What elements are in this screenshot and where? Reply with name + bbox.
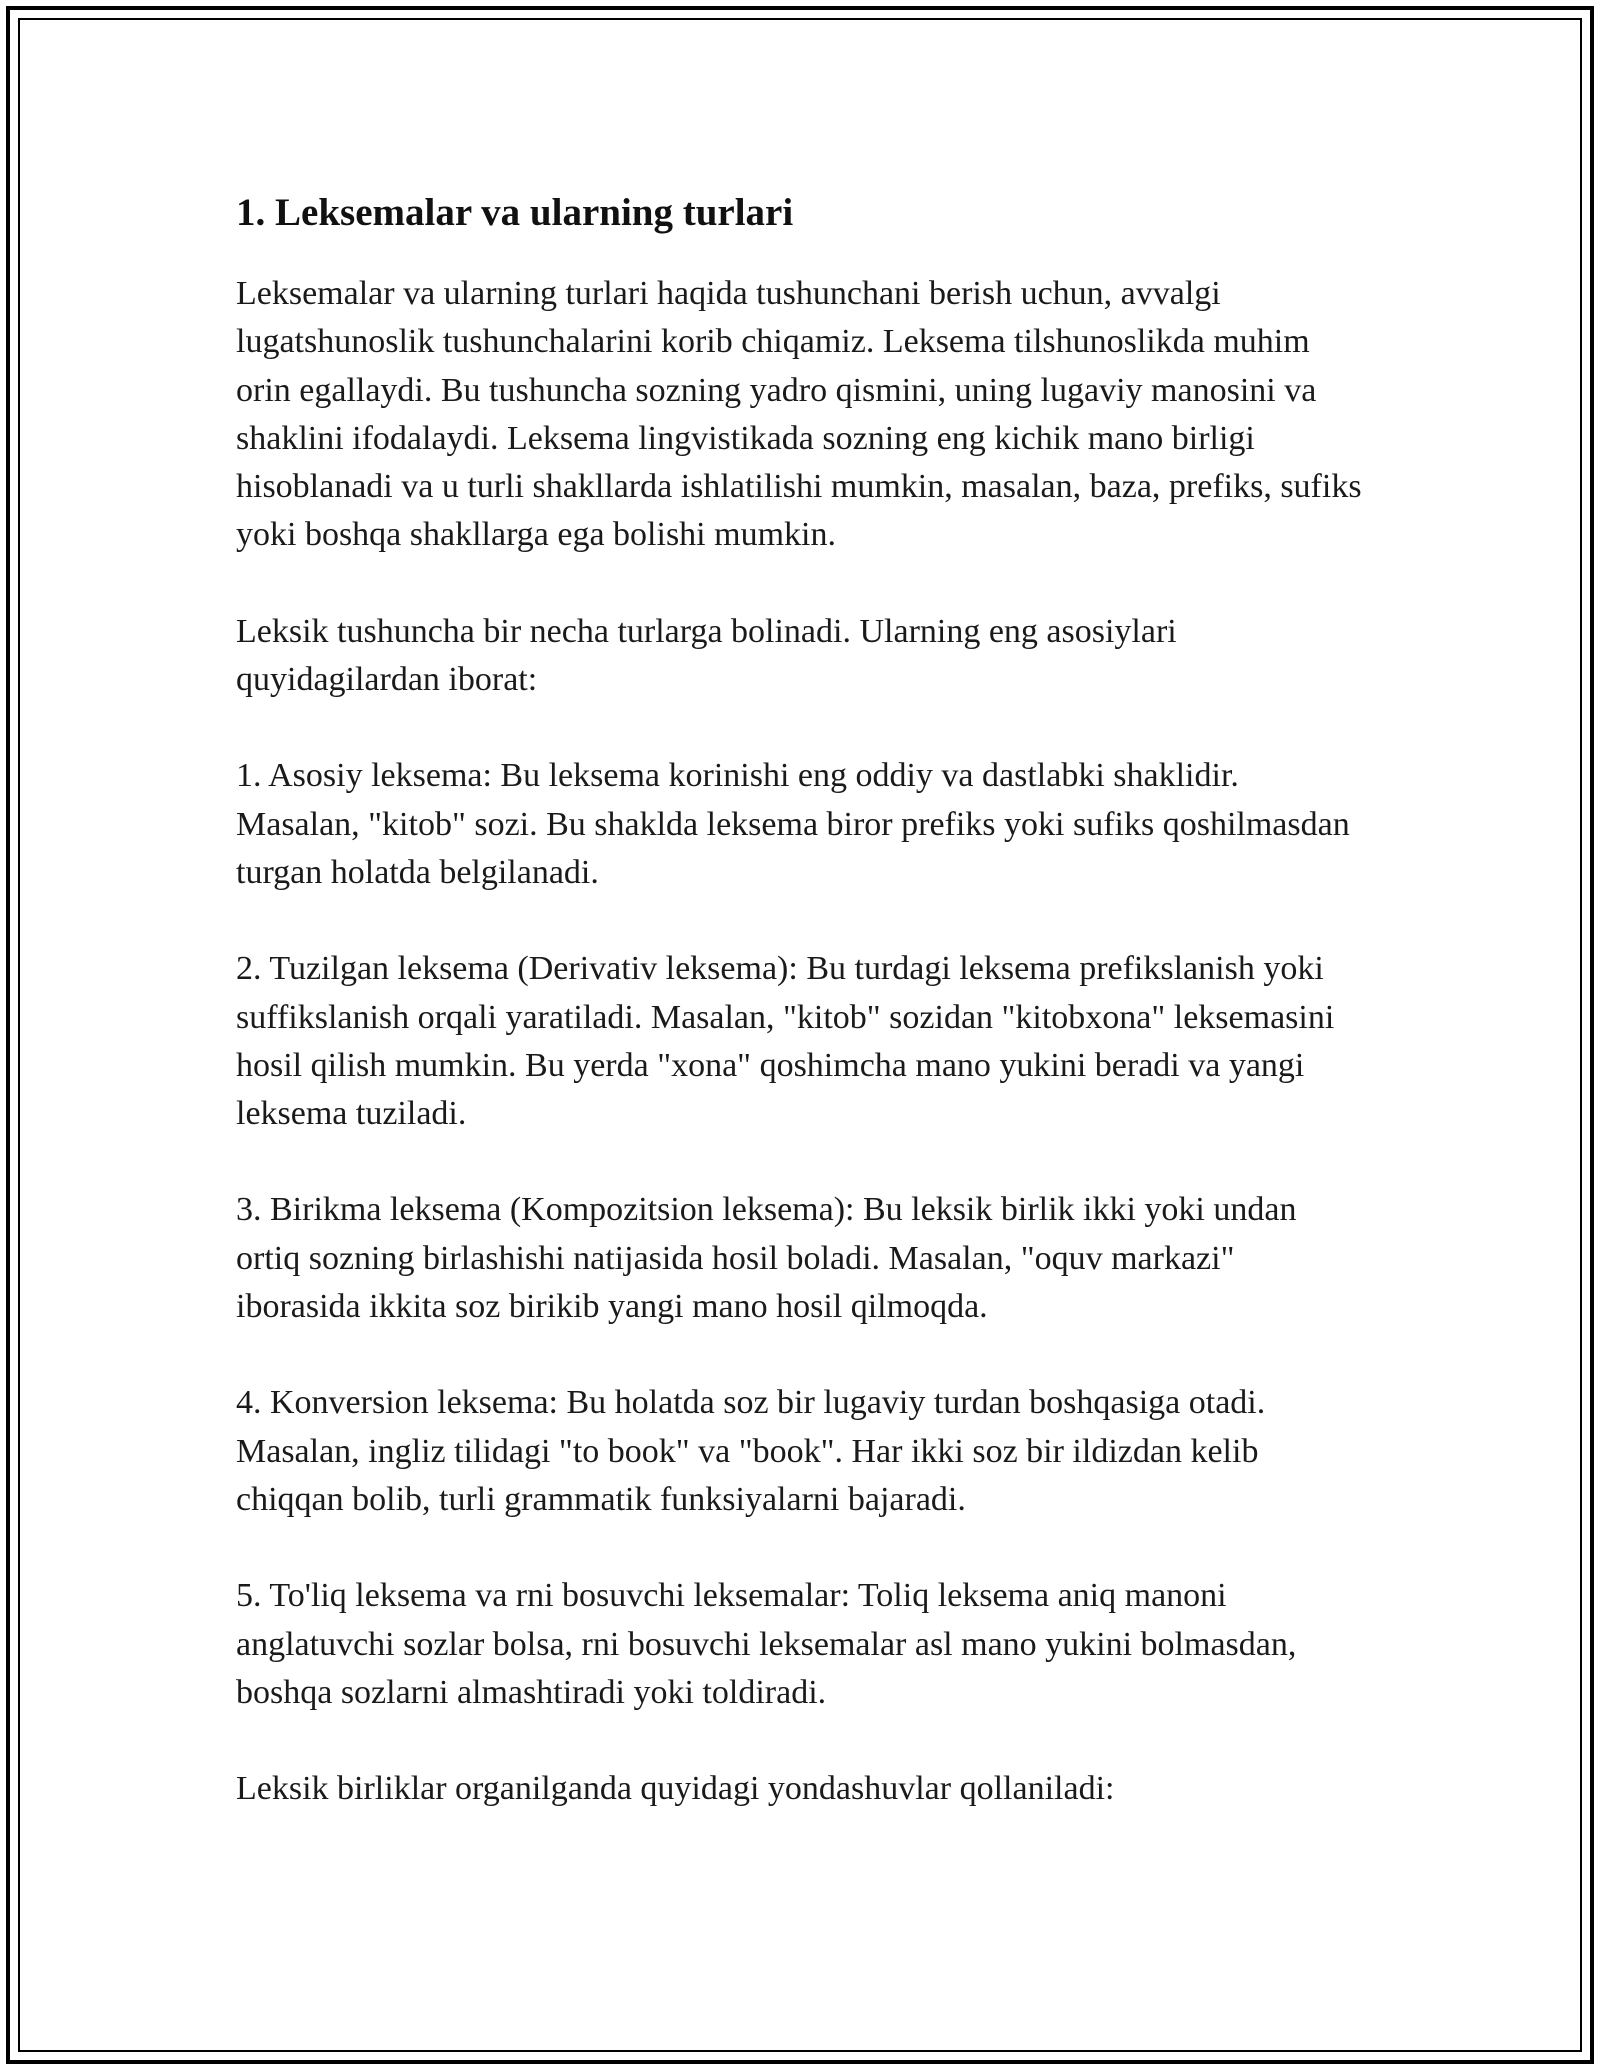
section-heading: 1. Leksemalar va ularning turlari [236,191,794,234]
paragraph-types-intro: Leksik tushuncha bir necha turlarga bolinadi. Ularning eng asosiylari quyidagilardan iborat: [236,612,1177,699]
list-item-conversion-lexeme: 4. Konversion leksema: Bu holatda soz bir lugaviy turdan boshqasiga otadi. Masalan, ingliz tilidagi "to book" va "book". Har ikki soz bir ildizdan kelib chiqqan bolib, turli grammatik funksiyalarni bajaradi. [236,1384,1266,1518]
paragraph-approaches: Leksik birliklar organilganda quyidagi yondashuvlar qollaniladi: [236,1770,1115,1808]
document-body [236,186,1366,1861]
list-item-full-lexeme: 5. To'liq leksema va rni bosuvchi leksemalar: Toliq leksema aniq manoni anglatuvchi sozlar bolsa, rni bosuvchi leksemalar asl mano yukini bolmasdan, boshqa sozlarni almashtiradi yoki toldiradi. [236,1577,1297,1711]
list-item-derivative-lexeme: 2. Tuzilgan leksema (Derivativ leksema): Bu turdagi leksema prefikslanish yoki suffikslanish orqali yaratiladi. Masalan, "kitob" sozidan "kitobxona" leksemasini hosil qilish mumkin. Bu yerda "xona" qoshimcha mano yukini beradi va yangi leksema tuziladi. [236,950,1335,1133]
list-item-basic-lexeme: 1. Asosiy leksema: Bu leksema korinishi eng oddiy va dastlabki shaklidir. Masalan, "kitob" sozi. Bu shaklda leksema biror prefiks yoki sufiks qoshilmasdan turgan holatda belgilanadi. [236,757,1350,891]
list-item-compound-lexeme: 3. Birikma leksema (Kompozitsion leksema): Bu leksik birlik ikki yoki undan ortiq sozning birlashishi natijasida hosil boladi. Masalan, "oquv markazi" iborasida ikkita soz birikib yangi mano hosil qilmoqda. [236,1191,1297,1326]
paragraph-intro: Leksemalar va ularning turlari haqida tushunchani berish uchun, avvalgi lugatshunoslik tushunchalarini korib chiqamiz. Leksema tilshunoslikda muhim orin egallaydi. Bu tushuncha sozning yadro qismini, uning lugaviy manosini va shaklini ifodalaydi. Leksema lingvistikada sozning eng kichik mano birligi hisoblanadi va u turli shakllarda ishlatilishi mumkin, masalan, baza, prefiks, sufiks yoki boshqa shakllarga ega bolishi mumkin. [236,275,1362,554]
